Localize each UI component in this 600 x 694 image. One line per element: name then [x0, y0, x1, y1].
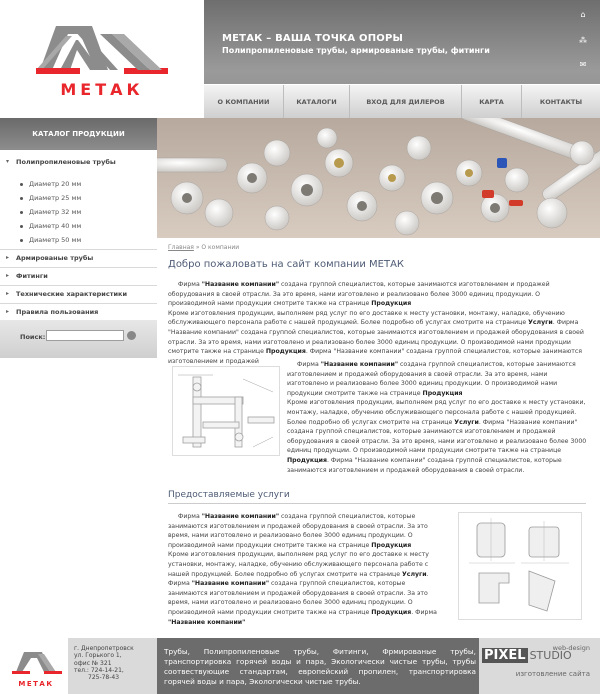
sub-item-25[interactable] — [20, 194, 81, 202]
sub-item-label: Диаметр 50 мм — [29, 236, 82, 244]
sidebar-item-label: Фитинги — [16, 272, 48, 280]
pipe-schematic-image — [172, 366, 280, 456]
studio-logo-suffix: STUDIO — [529, 649, 572, 662]
catalog-heading: КАТАЛОГ ПРОДУКЦИИ — [0, 118, 157, 150]
about-paragraph: Фирма "Название компании" создана группой специалистов, которые занимаются изготовлением и продажей оборудования в своей отрасли. За это время, нами изготовлено и реализовано более 3000 единиц продукции. О производимой нами продукции смотрите также на странице Продукция Кроме изготовления продукции, выполняем ряд услуг по его доставке к месту установки, монтажу, наладке, обучению обслуживающего персонала работе с нашей продукцией. Более подробно об услугах смотрите на странице Услуги. Фирма "Название компании" создана группой специалистов, которые занимаются изготовлением и продажей оборудования в своей отрасли. За это время, нами изготовлено и реализовано более 3000 единиц продукции. О производимой нами продукции смотрите также на странице Продукция. Фирма "Название компании" создана группой специалистов, которые занимаются изготовлением и продажей оборудования в своей отрасли. — [287, 361, 587, 474]
bullet-icon — [20, 211, 23, 214]
footer-tel2: 725-78-43 — [88, 674, 120, 682]
studio-credit[interactable] — [482, 644, 594, 688]
sidebar-item-tech-specs[interactable] — [0, 290, 157, 304]
sub-item-32[interactable] — [20, 208, 81, 216]
sidebar-item-fittings[interactable] — [0, 272, 157, 286]
footer-address — [74, 645, 156, 681]
sub-item-label: Диаметр 32 мм — [29, 208, 82, 216]
services-paragraph: Фирма "Название компании" создана группой специалистов, которые занимаются изготовлением и продажей оборудования в своей отрасли. За это время, нами изготовлено и реализовано более 3000 единиц продукции. О производимой нами продукции смотрите также на странице Продукция Кроме изготовления продукции, выполняем ряд услуг по его доставке к месту установки, монтажу, наладке, обучению обслуживающего персонала работе с нашей продукцией. Более подробно об услугах смотрите на странице Услуги. Фирма "Название компании" создана группой специалистов, которые занимаются изготовлением и продажей оборудования в своей отрасли. За это время, нами изготовлено и реализовано более 3000 единиц продукции. О производимой нами продукции смотрите также на странице Продукция. Фирма "Название компании" — [168, 513, 437, 626]
sub-item-label: Диаметр 20 мм — [29, 180, 82, 188]
metak-logo-small — [0, 638, 68, 694]
search-label: Поиск: — [20, 333, 46, 341]
search-input[interactable] — [46, 330, 124, 341]
chevron-right-icon: ▸ — [6, 308, 10, 315]
footer-description: Трубы, Полипропиленовые трубы, Фитинги, Фрмированые трубы, транспортировка горячей воды и пара, Экологически чистые трубы, трубы соотвествующие стандартам, европейский пропилен, транспортировка горячей воды и пара, Экологически чистые трубы. — [164, 647, 476, 686]
footer-office: офис № 321 — [74, 659, 112, 667]
studio-logo-word: PIXEL — [484, 648, 526, 663]
studio-caption: изготовление сайта — [515, 670, 590, 678]
breadcrumb-sep: » — [193, 244, 202, 251]
nav-catalogs[interactable]: КАТАЛОГИ — [284, 85, 350, 118]
footer-city: г. Днепропетровск — [74, 645, 134, 652]
sidebar-item-rules[interactable] — [0, 308, 157, 320]
divider — [168, 503, 586, 504]
bullet-icon — [20, 225, 23, 228]
footer-logo[interactable] — [0, 638, 68, 694]
bullet-icon — [20, 183, 23, 186]
sidebar-item-label: Технические характеристики — [16, 290, 127, 298]
studio-tagline: web-design — [552, 644, 590, 652]
site-subtitle: Полипропиленовые трубы, армированые трубы, фитинги — [222, 46, 490, 55]
breadcrumb — [168, 244, 239, 251]
footer-tel1: тел.: 724-14-21, — [74, 666, 124, 674]
bullet-icon — [20, 197, 23, 200]
search-button[interactable] — [127, 331, 136, 340]
logo-text: МЕТАК — [60, 80, 144, 99]
sub-item-50[interactable] — [20, 236, 81, 244]
sidebar-item-pp-pipes[interactable] — [0, 158, 157, 176]
sidebar-item-label: Полипропиленовые трубы — [16, 158, 116, 166]
sidebar-item-reinforced[interactable] — [0, 254, 157, 268]
page-title: Добро пожаловать на сайт компании МЕТАК — [168, 259, 405, 270]
sitemap-icon[interactable]: ⁂ — [579, 36, 587, 45]
breadcrumb-home[interactable]: Главная — [168, 244, 194, 251]
logo-area[interactable] — [0, 0, 204, 118]
chevron-right-icon: ▸ — [6, 290, 10, 297]
sidebar-item-label: Правила пользования — [16, 308, 99, 316]
bullet-icon — [20, 239, 23, 242]
intro-paragraph: Фирма "Название компании" создана группой специалистов, которые занимаются изготовлением и продажей оборудования в своей отрасли. За это время, нами изготовлено и реализовано более 3000 единиц продукции. О производимой нами продукции смотрите также на странице Продукция Кроме изготовления продукции, выполняем ряд услуг по его доставке к месту установки, монтажу, наладке, обучению обслуживающего персонала работе с нашей продукцией. Более подробно об услугах смотрите на странице Услуги. Фирма "Название компании" создана группой специалистов, которые занимаются изготовлением и продажей оборудования в своей отрасли. За это время, нами изготовлено и реализовано более 3000 единиц продукции. О производимой нами продукции смотрите также на странице Продукция. Фирма "Название компании" создана группой специалистов, которые занимаются изготовлением и продажей — [168, 281, 584, 365]
hero-fittings-photo — [157, 118, 600, 238]
footer-logo-text: МЕТАК — [18, 680, 54, 688]
nav-about[interactable]: О КОМПАНИИ — [204, 85, 284, 118]
chevron-right-icon: ▸ — [6, 272, 10, 279]
fittings-drawing-image — [458, 512, 582, 620]
metak-logo — [0, 0, 204, 118]
breadcrumb-current: О компании — [201, 244, 240, 251]
services-heading: Предоставляемые услуги — [168, 490, 290, 500]
site-title: МЕТАК – ВАША ТОЧКА ОПОРЫ — [222, 33, 404, 44]
sidebar-item-label: Армированые трубы — [16, 254, 94, 262]
home-icon[interactable]: ⌂ — [580, 10, 586, 19]
fittings-drawing — [459, 513, 583, 621]
nav-dealer-login[interactable]: ВХОД ДЛЯ ДИЛЕРОВ — [350, 85, 462, 118]
sub-item-20[interactable] — [20, 180, 81, 188]
sub-item-label: Диаметр 40 мм — [29, 222, 82, 230]
chevron-down-icon: ▾ — [6, 158, 10, 165]
chevron-right-icon: ▸ — [6, 254, 10, 261]
divider — [0, 249, 157, 250]
sub-item-label: Диаметр 25 мм — [29, 194, 82, 202]
nav-map[interactable]: КАРТА — [462, 85, 522, 118]
mail-icon[interactable]: ✉ — [579, 60, 587, 69]
main-nav — [204, 84, 600, 118]
nav-contacts[interactable]: КОНТАКТЫ — [539, 97, 583, 106]
sub-item-40[interactable] — [20, 222, 81, 230]
pipe-schematic — [173, 367, 281, 457]
footer-street: ул. Горького 1, — [74, 652, 122, 660]
fittings-photo — [157, 118, 600, 238]
